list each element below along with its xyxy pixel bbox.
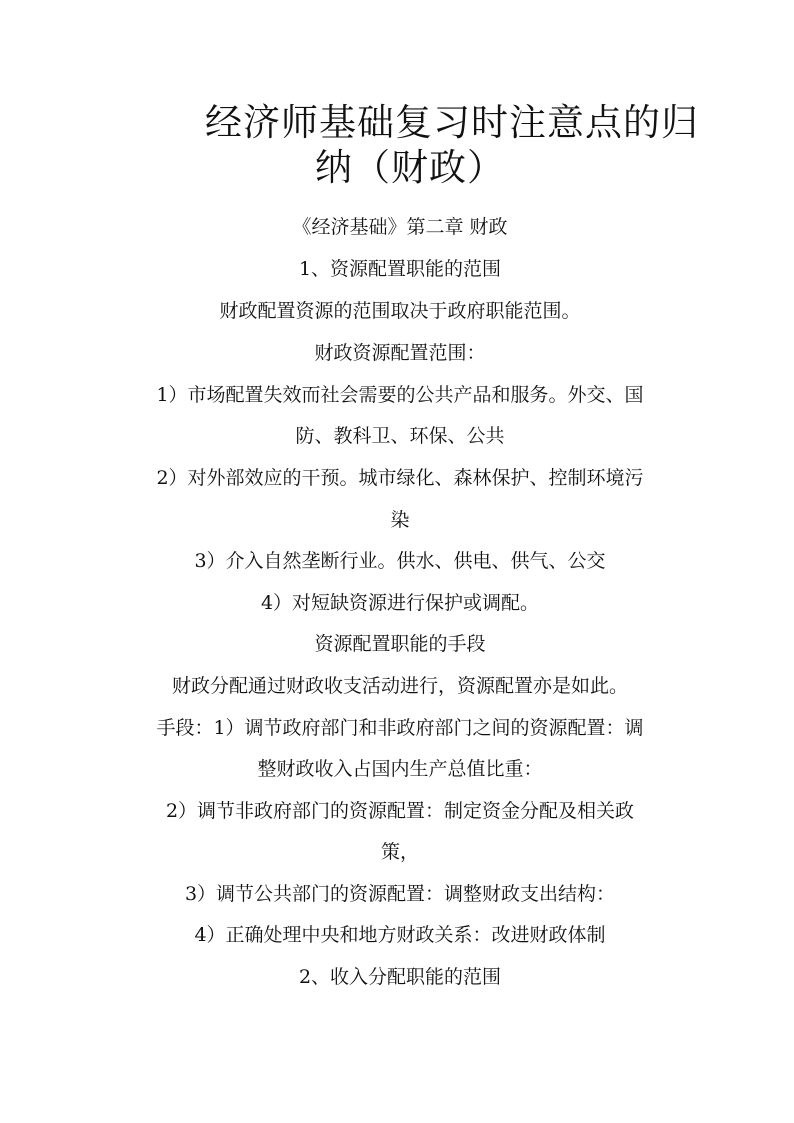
document-title-line-2: 纳（财政） <box>315 146 505 189</box>
section-heading: 1、资源配置职能的范围 <box>298 258 502 280</box>
paragraph-line: 防、教科卫、环保、公共 <box>295 425 505 447</box>
paragraph-line: 2）对外部效应的干预。城市绿化、森林保护、控制环境污 <box>156 467 644 489</box>
paragraph-line: 4）对短缺资源进行保护或调配。 <box>260 592 540 614</box>
section-heading: 资源配置职能的手段 <box>314 633 486 655</box>
paragraph-line: 手段：1）调节政府部门和非政府部门之间的资源配置：调 <box>156 717 644 739</box>
paragraph-line: 1）市场配置失效而社会需要的公共产品和服务。外交、国 <box>156 384 644 406</box>
paragraph-line: 财政配置资源的范围取决于政府职能范围。 <box>219 300 581 322</box>
paragraph-line: 染 <box>390 509 410 531</box>
paragraph-line: 3）调节公共部门的资源配置：调整财政支出结构： <box>184 883 616 905</box>
paragraph-line: 4）正确处理中央和地方财政关系：改进财政体制 <box>194 924 606 946</box>
paragraph-line: 策， <box>380 841 419 863</box>
paragraph-line: 财政分配通过财政收支活动进行，资源配置亦是如此。 <box>171 675 628 697</box>
paragraph-line: 财政资源配置范围： <box>314 342 486 364</box>
paragraph-line: 3）介入自然垄断行业。供水、供电、供气、公交 <box>194 550 606 572</box>
paragraph-line: 2）调节非政府部门的资源配置：制定资金分配及相关政 <box>165 800 635 822</box>
section-heading: 2、收入分配职能的范围 <box>298 966 502 988</box>
document-title-line-1: 经济师基础复习时注意点的归 <box>205 101 699 144</box>
chapter-heading: 《经济基础》第二章 财政 <box>292 216 508 238</box>
paragraph-line: 整财政收入占国内生产总值比重： <box>257 758 543 780</box>
